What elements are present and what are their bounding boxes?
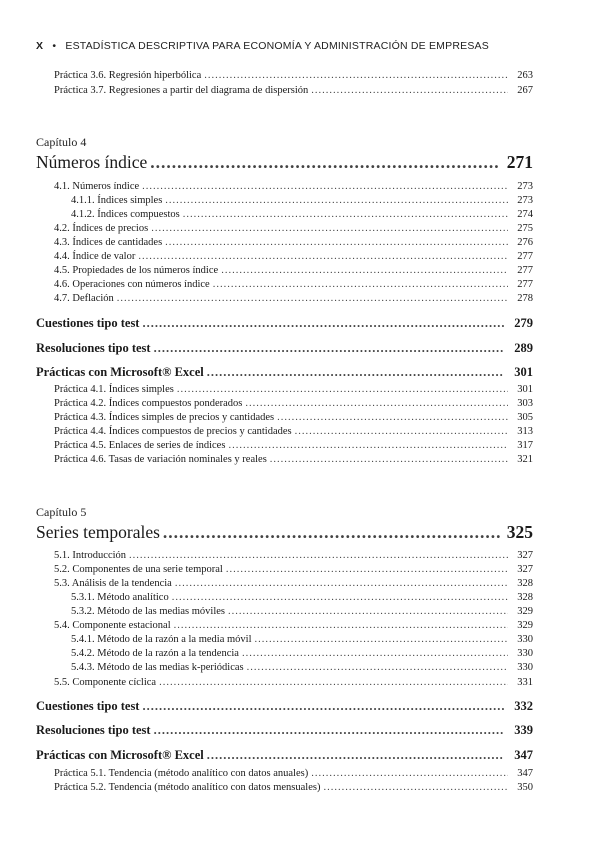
- toc-entry[interactable]: 5.5. Componente cíclica ..... 331: [54, 677, 533, 688]
- toc-entry[interactable]: 5.3.1. Método analítico ..... 328: [71, 592, 533, 603]
- toc-entry[interactable]: 5.3.2. Método de las medias móviles ..... 329: [71, 606, 533, 617]
- toc-entry[interactable]: 4.1. Números índice ..... 273: [54, 181, 533, 192]
- running-header: [36, 40, 489, 52]
- toc-entry[interactable]: 5.4.3. Método de las medias k-periódicas ..... 330: [71, 662, 533, 673]
- toc-entry[interactable]: Práctica 4.3. Índices simples de precios y cantidades ..... 305: [54, 412, 533, 423]
- entry-text: Práctica 3.7. Regresiones a partir del diagrama de dispersión: [54, 85, 309, 96]
- section-cuestiones[interactable]: Cuestiones tipo test ..... 279: [36, 316, 533, 331]
- toc-entry[interactable]: [54, 70, 533, 81]
- toc-entry[interactable]: [54, 85, 533, 96]
- toc-entry[interactable]: 4.5. Propiedades de los números índice ..... 277: [54, 265, 533, 276]
- toc-entry[interactable]: 5.4.2. Método de la razón a la tendencia ..... 330: [71, 648, 533, 659]
- section-resoluciones[interactable]: Resoluciones tipo test ..... 339: [36, 723, 533, 738]
- chapter-title-text: Números índice: [36, 152, 148, 172]
- toc-entry[interactable]: 5.3. Análisis de la tendencia ..... 328: [54, 578, 533, 589]
- entry-text: Práctica 3.6. Regresión hiperbólica: [54, 70, 202, 81]
- toc-entry[interactable]: 4.1.2. Índices compuestos ..... 274: [71, 209, 533, 220]
- toc-entry[interactable]: Práctica 4.4. Índices compuestos de precios y cantidades ..... 313: [54, 426, 533, 437]
- toc-entry[interactable]: 4.2. Índices de precios ..... 275: [54, 223, 533, 234]
- toc-entry[interactable]: 4.6. Operaciones con números índice ..... 277: [54, 279, 533, 290]
- toc-entry[interactable]: Práctica 5.1. Tendencia (método analítico con datos anuales) ..... 347: [54, 768, 533, 779]
- section-cuestiones[interactable]: Cuestiones tipo test ..... 332: [36, 699, 533, 714]
- chapter-title-text: Series temporales: [36, 522, 160, 542]
- page-number: X: [36, 40, 44, 52]
- section-resoluciones[interactable]: Resoluciones tipo test ..... 289: [36, 341, 533, 356]
- toc-entry[interactable]: 5.4. Componente estacional ..... 329: [54, 620, 533, 631]
- section-practicas[interactable]: Prácticas con Microsoft® Excel ..... 347: [36, 748, 533, 763]
- chapter-title[interactable]: [36, 522, 533, 543]
- section-practicas[interactable]: Prácticas con Microsoft® Excel ..... 301: [36, 365, 533, 380]
- chapter-title[interactable]: [36, 152, 533, 173]
- header-title: ESTADÍSTICA DESCRIPTIVA PARA ECONOMÍA Y ADMINISTRACIÓN DE EMPRESAS: [65, 40, 489, 52]
- toc-entry[interactable]: Práctica 4.6. Tasas de variación nominales y reales ..... 321: [54, 454, 533, 465]
- toc-entry[interactable]: Práctica 4.1. Índices simples ..... 301: [54, 384, 533, 395]
- toc-entry[interactable]: 5.2. Componentes de una serie temporal ..... 327: [54, 564, 533, 575]
- toc-entry[interactable]: 4.4. Índice de valor ..... 277: [54, 251, 533, 262]
- toc-entry[interactable]: 4.1.1. Índices simples ..... 273: [71, 195, 533, 206]
- chapter-title-page: 271: [506, 152, 533, 172]
- toc-entry[interactable]: Práctica 4.2. Índices compuestos ponderados ..... 303: [54, 398, 533, 409]
- entry-page: 267: [517, 85, 533, 96]
- toc-entry[interactable]: Práctica 4.5. Enlaces de series de índices ..... 317: [54, 440, 533, 451]
- header-bullet: •: [52, 40, 57, 52]
- toc-entry[interactable]: 4.7. Deflación ..... 278: [54, 293, 533, 304]
- chapter-label: Capítulo 4: [36, 135, 87, 149]
- chapter-title-page: 325: [506, 522, 533, 542]
- toc-entry[interactable]: Práctica 5.2. Tendencia (método analítico con datos mensuales) ..... 350: [54, 782, 533, 793]
- chapter-label: Capítulo 5: [36, 505, 87, 519]
- entry-page: 263: [517, 70, 533, 81]
- toc-entry[interactable]: 5.4.1. Método de la razón a la media móvil ..... 330: [71, 634, 533, 645]
- toc-entry[interactable]: 5.1. Introducción ..... 327: [54, 550, 533, 561]
- toc-entry[interactable]: 4.3. Índices de cantidades ..... 276: [54, 237, 533, 248]
